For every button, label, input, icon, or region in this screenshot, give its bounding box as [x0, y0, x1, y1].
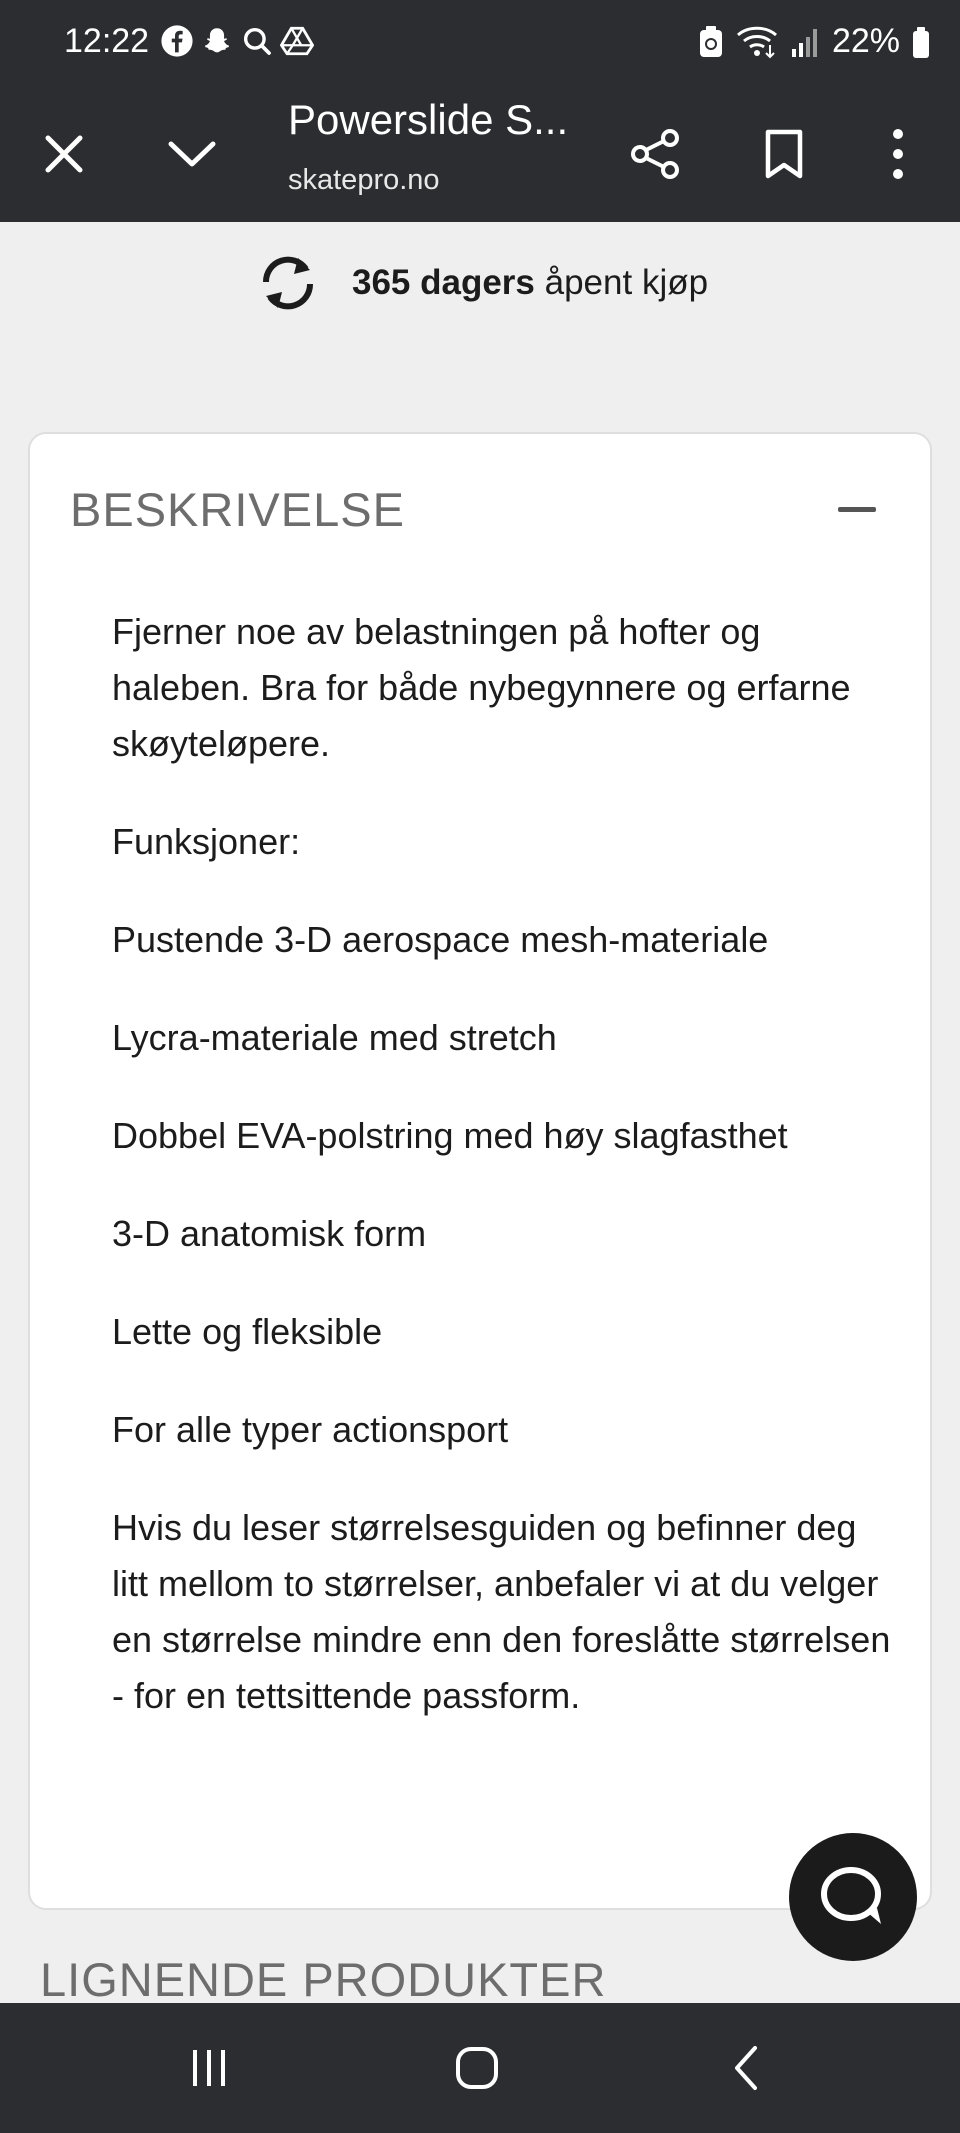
- description-paragraph: Dobbel EVA-polstring med høy slagfasthet: [112, 1115, 788, 1156]
- chat-icon: [817, 1864, 889, 1930]
- cut-off-icon: [255, 222, 315, 228]
- description-paragraph: Funksjoner:: [112, 821, 301, 862]
- drive-icon: [280, 24, 314, 58]
- return-policy-days: 365 dagers: [352, 263, 535, 302]
- page-url[interactable]: skatepro.no: [288, 164, 440, 196]
- more-options-button[interactable]: [862, 118, 934, 190]
- notification-icons: [160, 24, 314, 58]
- description-paragraph: For alle typer actionsport: [112, 1409, 509, 1450]
- navigation-bar: [0, 2003, 960, 2133]
- system-icons: [698, 22, 930, 61]
- share-icon: [628, 126, 684, 182]
- home-icon: [453, 2044, 501, 2092]
- return-policy-row: [250, 252, 708, 314]
- close-icon: [42, 132, 86, 176]
- browser-toolbar: [0, 86, 960, 222]
- minus-icon: [838, 507, 876, 512]
- bookmark-icon: [764, 128, 804, 180]
- battery-percent: 22%: [831, 22, 900, 60]
- return-policy-rest: åpent kjøp: [534, 263, 709, 302]
- collapse-description-button[interactable]: [834, 494, 880, 524]
- collapse-tab-button[interactable]: [156, 118, 228, 190]
- signal-icon: [790, 25, 820, 59]
- cut-off-row: [255, 222, 655, 228]
- more-vert-icon: [890, 128, 906, 180]
- description-paragraph: Lycra-materiale med stretch: [112, 1017, 557, 1058]
- description-card: [28, 432, 932, 1910]
- recent-apps-button[interactable]: [177, 2036, 241, 2100]
- description-body: [112, 604, 892, 1766]
- refresh-icon: [250, 252, 326, 314]
- description-heading[interactable]: BESKRIVELSE: [70, 483, 405, 536]
- search-icon: [240, 24, 274, 58]
- page-title[interactable]: Powerslide S...: [288, 96, 569, 143]
- page-content: [0, 222, 960, 2002]
- battery-icon: [912, 25, 930, 59]
- battery-saver-icon: [698, 25, 724, 59]
- close-button[interactable]: [28, 118, 100, 190]
- description-paragraph: Hvis du leser størrelsesguiden og befinner deg litt mellom to størrelser, anbefaler vi at du velger en størrelse mindre enn den foreslåtte størrelsen - for en tettsittende passform.: [112, 1507, 891, 1716]
- status-bar: [0, 0, 960, 86]
- wifi-icon: [736, 25, 778, 59]
- back-icon: [727, 2044, 767, 2092]
- back-button[interactable]: [715, 2036, 779, 2100]
- chevron-down-icon: [167, 138, 217, 170]
- similar-products-heading: LIGNENDE PRODUKTER: [40, 1953, 607, 2002]
- facebook-icon: [160, 24, 194, 58]
- description-paragraph: Lette og fleksible: [112, 1311, 383, 1352]
- share-button[interactable]: [620, 118, 692, 190]
- recent-apps-icon: [187, 2046, 231, 2090]
- chat-button[interactable]: [789, 1833, 917, 1961]
- description-paragraph: Pustende 3-D aerospace mesh-materiale: [112, 919, 769, 960]
- status-time: 12:22: [64, 22, 150, 60]
- snapchat-icon: [200, 24, 234, 58]
- description-paragraph: 3-D anatomisk form: [112, 1213, 427, 1254]
- description-paragraph: Fjerner noe av belastningen på hofter og haleben. Bra for både nybegynnere og erfarne skøyteløpere.: [112, 611, 851, 764]
- return-policy-text: [352, 263, 708, 303]
- bookmark-button[interactable]: [748, 118, 820, 190]
- home-button[interactable]: [445, 2036, 509, 2100]
